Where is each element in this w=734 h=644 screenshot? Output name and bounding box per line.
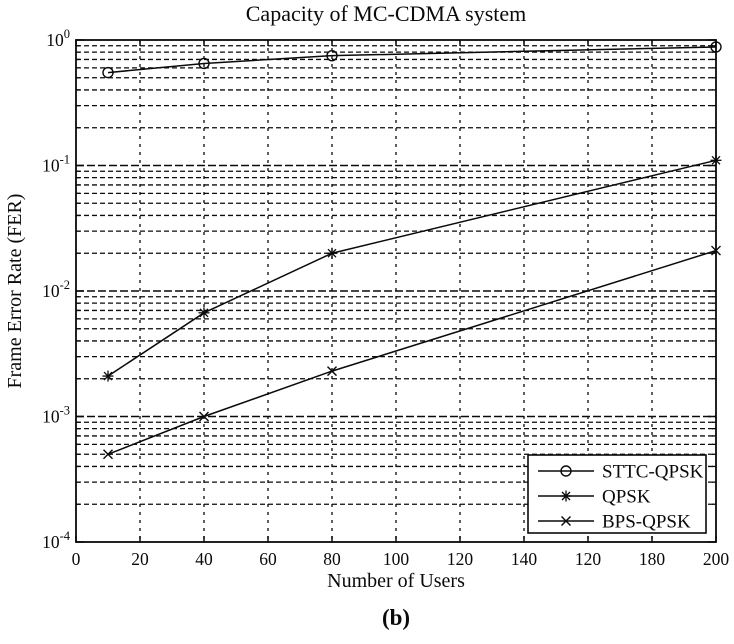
legend-label: QPSK (602, 486, 651, 508)
x-tick-label: 20 (131, 549, 149, 569)
x-tick-label: 100 (382, 549, 410, 569)
chart-title: Capacity of MC-CDMA system (245, 1, 527, 26)
series-QPSK (103, 155, 722, 382)
y-tick-label: $10^0$ (46, 27, 70, 50)
y-tick-label: $10^{-1}$ (42, 152, 70, 176)
x-tick-label: 140 (510, 549, 538, 569)
x-tick-label: 120 (446, 549, 474, 569)
y-tick-label: $10^{-3}$ (42, 403, 70, 427)
x-tick-label: 200 (702, 549, 730, 569)
x-tick-label: 120 (574, 549, 602, 569)
y-tick-label: $10^{-2}$ (42, 278, 70, 301)
series-BPS-QPSK (104, 246, 721, 459)
legend (528, 455, 706, 533)
y-tick-labels (42, 27, 71, 552)
x-axis-label: Number of Users (327, 570, 465, 592)
x-tick-labels (72, 549, 730, 569)
legend-label: BPS-QPSK (602, 511, 691, 533)
x-tick-label: 80 (323, 549, 341, 569)
y-tick-label: $10^{-4}$ (42, 529, 70, 552)
x-tick-label: 40 (195, 549, 213, 569)
y-axis-label: Frame Error Rate (FER) (4, 193, 26, 389)
x-tick-label: 0 (71, 549, 81, 569)
legend-label: STTC-QPSK (602, 461, 704, 483)
x-tick-label: 180 (638, 549, 666, 569)
figure-caption: (b) (381, 605, 411, 630)
x-tick-label: 60 (259, 549, 277, 569)
